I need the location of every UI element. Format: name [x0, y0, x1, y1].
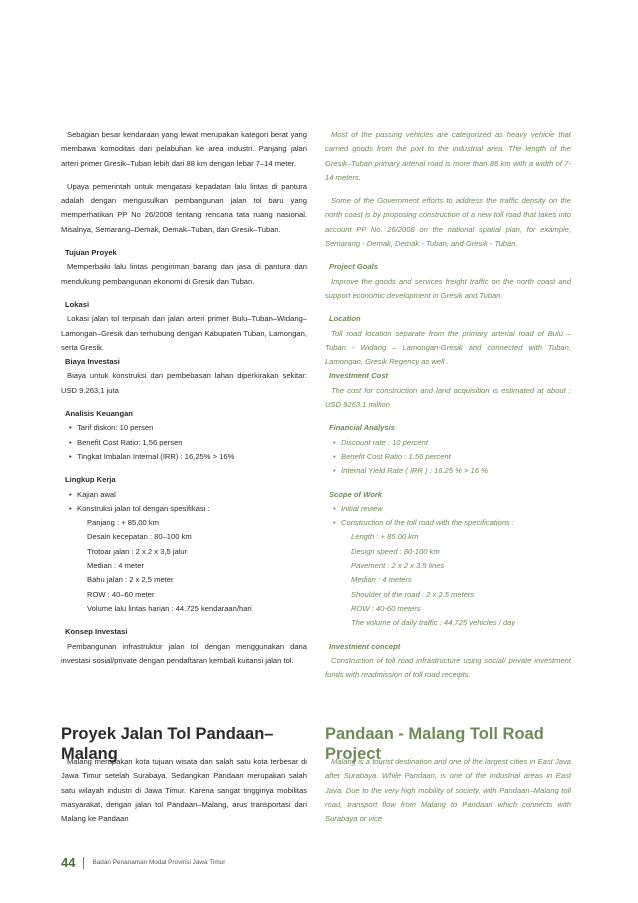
- spec-item: Median : 4 meter: [87, 561, 144, 571]
- spec-item: Length : + 85.00 km: [351, 532, 419, 542]
- investment-cost-text: The cost for construction and land acquisition is estimated at about : USD 9263.1 million: [325, 385, 571, 410]
- spec-item: ROW : 40-60 meters: [351, 603, 421, 613]
- goals-text: Memperbaiki lalu lintas pengiriman barang dan jasa di pantura dan mendukung pembangunan ekonomi di Gresik dan Tuban.: [61, 262, 307, 286]
- spec-item: Panjang : + 85,00 km: [87, 518, 159, 528]
- spec-item: Median : 4 meters: [351, 575, 412, 585]
- intro-paragraph-1: Sebagian besar kendaraan yang lewat merupakan kategori berat yang membawa komoditas dari pelabuhan ke area industri. Panjang jalan arteri primer Gresik–Tuban lebih dari 88 km dengan lebar 7–14 meter.: [61, 130, 307, 168]
- list-item: • Benefit Cost Ratio : 1.56 percent: [325, 450, 571, 464]
- publisher-name: Badan Penanaman Modal Provinsi Jawa Timur: [92, 859, 226, 866]
- investment-cost-heading: Investment Cost: [329, 371, 389, 381]
- investment-cost-text: Biaya untuk konstruksi dan pembebasan lahan diperkirakan sekitar: USD 9.263,1 juta: [61, 371, 307, 395]
- goals-text: Improve the goods and services freight traffic on the north coast and support economic development in Gresik and Tuban.: [325, 276, 571, 300]
- spec-item: The volume of daily traffic : 44,725 vehicles / day: [351, 618, 516, 628]
- pandaan-malang-paragraph-indonesian: Malang merupakan kota tujuan wisata dan salah satu kota terbesar di Jawa Timur setelah Surabaya. Sedangkan Pandaan merupakan salah satu wilayah industri di Jawa Timur. Karena sangat tingginya mobilitas masyarakat, dengan jalan tol Pandaan–Malang, arus transportasi dari Malang ke Pandaan: [61, 757, 307, 824]
- list-item: • Discount rate : 10 percent: [325, 436, 571, 450]
- financial-analysis-section: [325, 421, 571, 478]
- financial-analysis-heading: Financial Analysis: [329, 423, 395, 433]
- investment-concept-heading: Investment concept: [329, 641, 401, 651]
- intro-paragraph-2: Some of the Government efforts to address the traffic density on the north coast is by proposing construction of a new toll road that takes into account PP No. 26/2008 on the national spatial plan, for example, Semarang - Demak, Demak - Tuban, and Gresik - Tuban.: [325, 196, 571, 249]
- spec-item: Volume lalu lintas harian : 44.725 kendaraan/hari: [87, 603, 252, 613]
- location-heading: Location: [329, 314, 361, 324]
- investment-concept-section: [61, 625, 307, 668]
- list-item: • Konstruksi jalan tol dengan spesifikasi :: [61, 502, 307, 516]
- pandaan-malang-paragraph-english: Malang is a tourist destination and one of the largest cities in East Java after Surabaya. While Pandaan, is one of the industrial areas in East Java. Due to the very high mobility of society, with Pandaan–Malang toll road, transport flow from Malang to Pandaan which connects with Surabaya or vice: [325, 757, 571, 824]
- scope-section: [61, 473, 307, 616]
- financial-analysis-heading: Analisis Keuangan: [65, 409, 133, 419]
- location-text: Toll road location separate from the primary arterial road of Bulu – Tuban - Widang – Lamongan-Gresik and connected with Tuban, Lamongan, Gresik Regency as well .: [325, 328, 571, 367]
- investment-concept-section: [325, 640, 571, 683]
- goals-heading: Tujuan Proyek: [65, 248, 117, 258]
- spec-item: Design speed : 80-100 km: [351, 546, 440, 556]
- investment-cost-heading: Biaya Investasi: [65, 357, 120, 367]
- goals-section: [325, 260, 571, 303]
- footer-divider: [83, 857, 84, 869]
- investment-concept-heading: Konsep Investasi: [65, 627, 128, 637]
- scope-section: [325, 488, 571, 631]
- list-item: • Tingkat Imbalan Internal (IRR) : 16,25% > 16%: [61, 450, 307, 464]
- spec-item: Bahu jalan : 2 x 2,5 meter: [87, 575, 174, 585]
- intro-paragraph-1: Most of the passing vehicles are categorized as heavy vehicle that carried goods from the port to the industrial area. The length of the Gresik–Tuban primary arterial road is more than 88 km with a width of 7-14 meters.: [325, 130, 571, 182]
- page-footer: [61, 855, 225, 870]
- spec-item: Pavement : 2 x 2 x 3.5 lines: [351, 561, 445, 571]
- scope-heading: Scope of Work: [329, 489, 383, 499]
- section-title-indonesian: Proyek Jalan Tol Pandaan–Malang: [61, 725, 274, 763]
- investment-cost-section: [61, 355, 307, 398]
- location-text: Lokasi jalan tol terpisah dari jalan arteri primer Bulu–Tuban–Widang–Lamongan–Gresik dan terhubung dengan Kabupaten Tuban, Lamongan, serta Gresik.: [61, 314, 307, 352]
- financial-analysis-section: [61, 407, 307, 464]
- list-item: • Internal Yield Rate ( IRR ) : 16.25 % > 16 %: [325, 464, 571, 478]
- list-item: • Construction of the toll road with the specifications :: [325, 516, 571, 530]
- location-section: [61, 298, 307, 355]
- intro-paragraph-2: Upaya pemerintah untuk mengatasi kepadatan lalu lintas di pantura adalah dengan mengusulkan pembangunan jalan tol baru yang memperhatikan PP No 26/2008 tentang rencana tata ruang nasional. Misalnya, Semarang–Demak, Demak–Tuban, dan Gresik–Tuban.: [61, 181, 307, 234]
- list-item: • Tarif diskon: 10 persen: [61, 421, 307, 435]
- goals-heading: Project Goals: [329, 262, 378, 272]
- list-item: • Initial review: [325, 502, 571, 516]
- location-heading: Lokasi: [65, 299, 90, 309]
- investment-cost-section: [325, 369, 571, 412]
- list-item: • Benefit Cost Ratio: 1,56 persen: [61, 436, 307, 450]
- english-column: [325, 128, 571, 691]
- spec-item: Desain kecepatan : 80–100 km: [87, 532, 192, 542]
- scope-heading: Lingkup Kerja: [65, 475, 116, 485]
- spec-item: Trotoar jalan : 2 x 2 x 3,5 jalur: [87, 546, 188, 556]
- page-number: 44: [61, 855, 76, 870]
- location-section: [325, 312, 571, 369]
- indonesian-column: [61, 128, 307, 677]
- investment-concept-text: Construction of toll road infrastructure using social/ private investment funds with readmission of toll road receipts.: [325, 655, 571, 680]
- spec-item: Shoulder of the road : 2 x 2.5 meters: [351, 589, 475, 599]
- list-item: • Kajian awal: [61, 488, 307, 502]
- spec-item: ROW : 40–60 meter: [87, 589, 155, 599]
- investment-concept-text: Pembangunan infrastruktur jalan tol dengan menggunakan dana investasi sosial/private dengan pendaftaran kembali kuitansi jalan tol.: [61, 641, 307, 665]
- goals-section: [61, 246, 307, 289]
- section-title-english: Pandaan - Malang Toll Road Project: [325, 725, 544, 763]
